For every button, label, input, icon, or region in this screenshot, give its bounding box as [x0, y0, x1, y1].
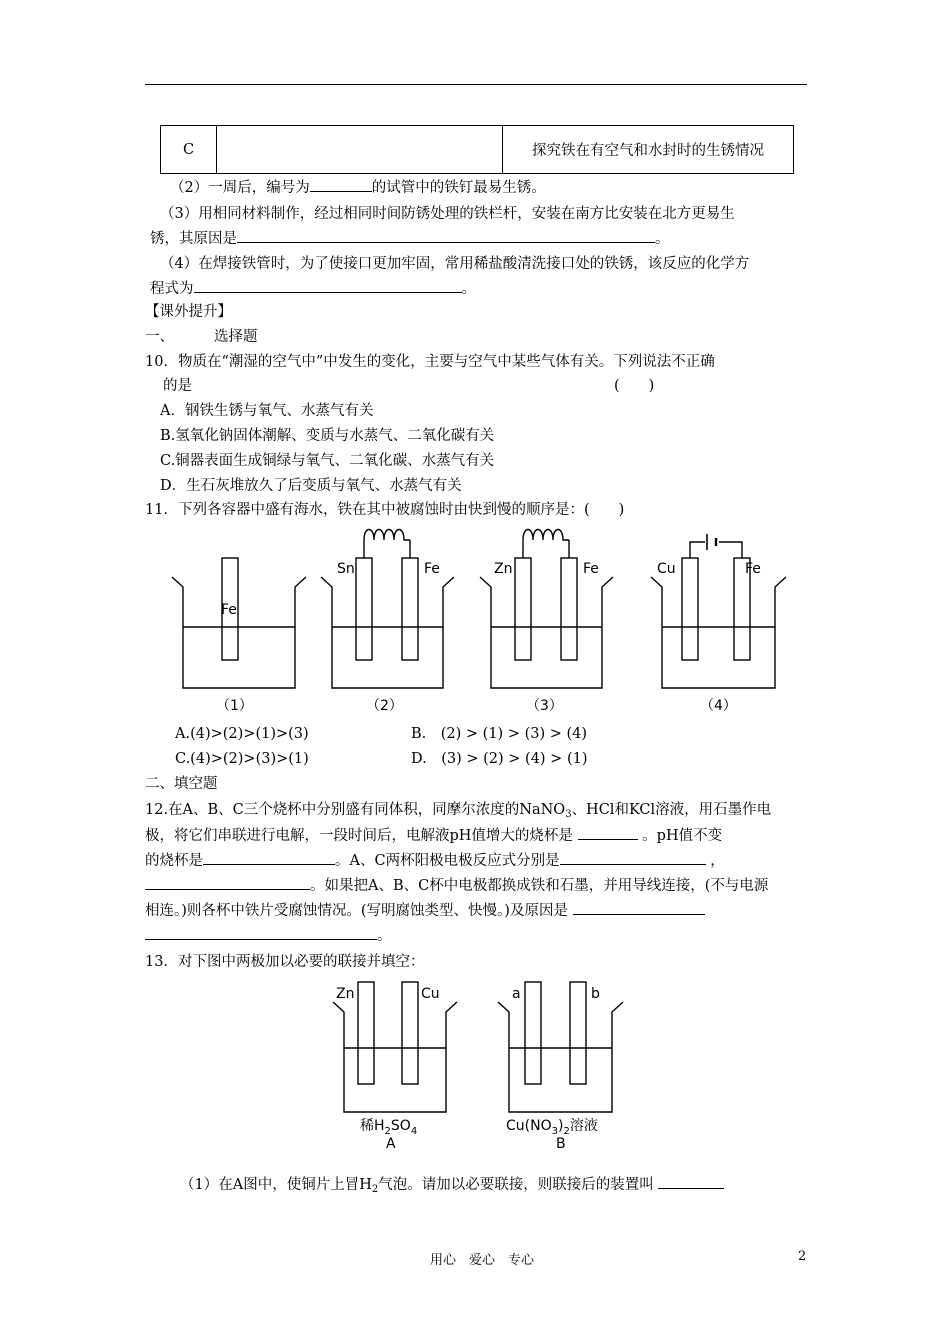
- q11-option-d: D. (3) > (2) > (4) > (1): [411, 751, 588, 767]
- table-cell-empty: [217, 126, 503, 174]
- q10-answer-paren: ( ): [614, 378, 655, 394]
- q11-option-b: B. (2) > (1) > (3) > (4): [411, 726, 588, 742]
- q12-line3: 的烧杯是 。A、C两杯阳极电极反应式分别是 ，: [145, 850, 725, 871]
- q12-line5: 相连。)则各杯中铁片受腐蚀情况。(写明腐蚀类型、快慢。)及原因是: [145, 900, 705, 921]
- beaker-2: [321, 530, 454, 689]
- q12-line6: 。: [145, 925, 392, 946]
- q9-part4-line1: （4）在焊接铁管时，为了使接口更加牢固，常用稀盐酸清洗接口处的铁锈，该反应的化学方: [160, 256, 750, 272]
- sn-label: Sn: [337, 561, 355, 577]
- section-extension: 【课外提升】: [145, 304, 232, 320]
- fig-caption-1: （1）: [216, 698, 253, 714]
- q11-stem: 11．下列各容器中盛有海水，铁在其中被腐蚀时由快到慢的顺序是：( ): [145, 502, 625, 518]
- fe-label-2: Fe: [424, 561, 440, 577]
- fig-caption-3: （3）: [526, 698, 563, 714]
- cu-label: Cu: [657, 561, 676, 577]
- q10-option-c: C.铜器表面生成铜绿与氧气、二氧化碳、水蒸气有关: [160, 453, 495, 469]
- experiment-table: [160, 125, 794, 174]
- q9-part3-line1: （3）用相同材料制作，经过相同时间防锈处理的铁栏杆，安装在南方比安装在北方更易生: [160, 206, 735, 222]
- zn-label: Zn: [494, 561, 513, 577]
- fig-caption-2: （2）: [366, 698, 403, 714]
- section1-heading: 一、 选择题: [145, 329, 258, 345]
- q12-line1: 12.在A、B、C三个烧杯中分别盛有同体积，同摩尔浓度的NaNO$_3$、HCl和KCl溶液，用石墨作电: [145, 802, 772, 820]
- q11-option-a: A.(4)>(2)>(1)>(3): [175, 726, 309, 742]
- fig-caption-4: （4）: [700, 698, 737, 714]
- electrode-b-label: b: [591, 986, 600, 1002]
- page-number: 2: [798, 1249, 807, 1264]
- caption-a-letter: A: [386, 1136, 396, 1152]
- beaker-3: [480, 530, 613, 689]
- q10-option-b: B.氢氧化钠固体潮解、变质与水蒸气、二氧化碳有关: [160, 428, 495, 444]
- footer-text: 用心 爱心 专心: [430, 1253, 535, 1268]
- table-cell-desc: 探究铁在有空气和水封时的生锈情况: [503, 126, 794, 174]
- cu-electrode-label: Cu: [421, 986, 440, 1002]
- table-cell-label: C: [161, 126, 217, 174]
- fe-label-1: Fe: [221, 602, 237, 618]
- header-rule: [145, 84, 807, 85]
- beaker-1: [172, 558, 306, 688]
- q13-part1: （1）在A图中，使铜片上冒$H_2$气泡。请加以必要联接，则联接后的装置叫: [180, 1174, 724, 1200]
- q12-line4: 。如果把A、B、C杯中电极都换成铁和石墨，并用导线连接，(不与电源: [145, 875, 768, 896]
- beaker-4: [651, 534, 786, 688]
- section2-heading: 二、填空题: [145, 776, 218, 792]
- q11-figure: [0, 520, 950, 720]
- q10-stem: 10．物质在“潮湿的空气中”中发生的变化，主要与空气中某些气体有关。下列说法不正确: [145, 354, 715, 370]
- q9-part2: （2）一周后，编号为 的试管中的铁钉最易生锈。: [170, 177, 546, 198]
- q10-option-a: A．钢铁生锈与氧气、水蒸气有关: [160, 403, 374, 419]
- q13-stem: 13．对下图中两极加以必要的联接并填空：: [145, 954, 425, 970]
- q11-option-c: C.(4)>(2)>(3)>(1): [175, 751, 309, 767]
- electrode-a-label: a: [512, 986, 521, 1002]
- caption-b-letter: B: [556, 1136, 566, 1152]
- q9-part4-line2: 程式为 。: [150, 278, 476, 299]
- q9-part3-line2: 锈，其原因是 。: [150, 228, 670, 249]
- caption-a-solution: 稀$H_2SO_4$: [360, 1118, 418, 1137]
- q10-option-d: D．生石灰堆放久了后变质与氧气、水蒸气有关: [160, 478, 462, 494]
- fe-label-3: Fe: [583, 561, 599, 577]
- q12-line2: 极，将它们串联进行电解，一段时间后，电解液pH值增大的烧杯是 。pH值不变: [145, 825, 722, 846]
- zn-electrode-label: Zn: [336, 986, 355, 1002]
- q13-figure: [0, 970, 950, 1155]
- q10-stem-cont: 的是: [163, 378, 192, 394]
- fe-label-4: Fe: [745, 561, 761, 577]
- caption-b-solution: $Cu(NO_3)_2$溶液: [506, 1118, 598, 1137]
